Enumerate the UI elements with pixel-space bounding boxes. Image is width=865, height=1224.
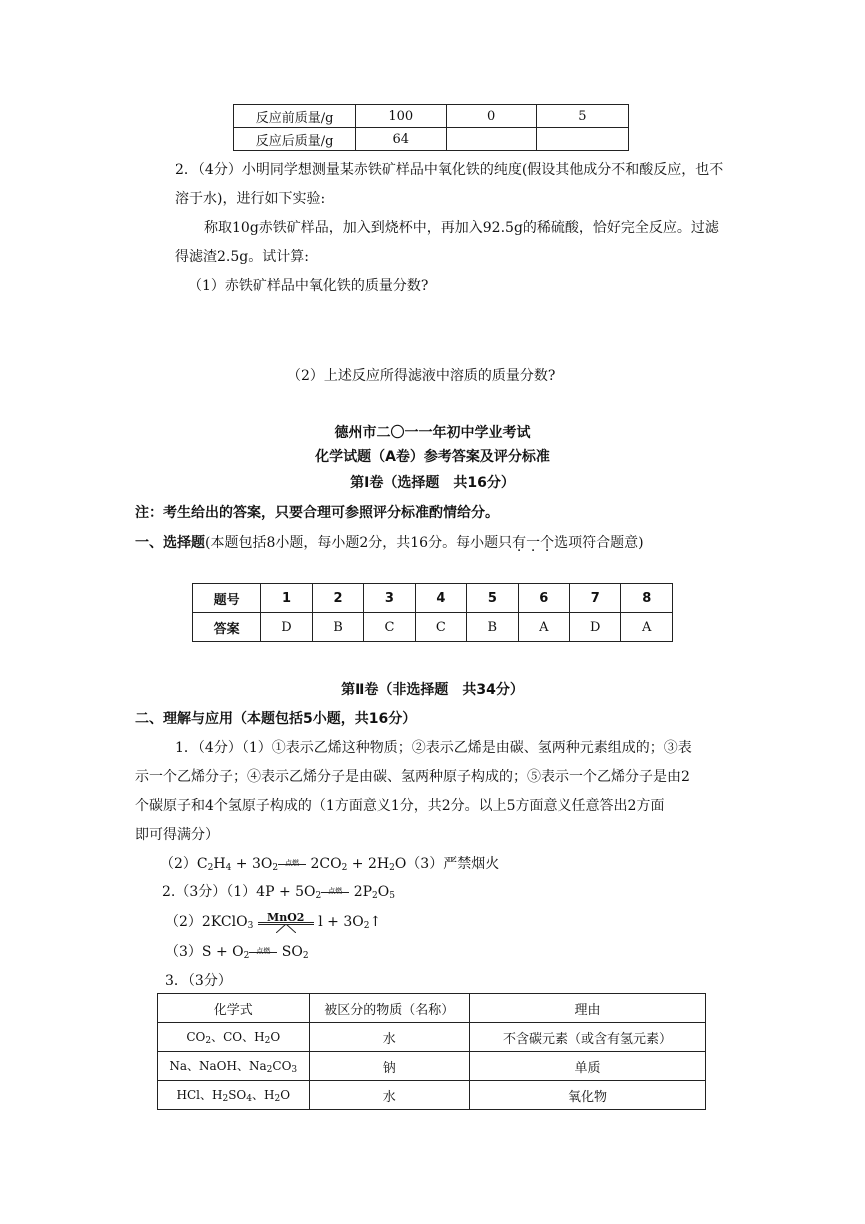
answer-title-2: 化学试题（A卷）参考答案及评分标准 <box>315 449 550 465</box>
cell: 5 <box>536 105 628 128</box>
number-cell: 1 <box>261 584 312 613</box>
cell: 64 <box>356 128 446 151</box>
table-row <box>234 128 629 151</box>
header-cell: 答案 <box>193 613 261 642</box>
part1-title: 第Ⅰ卷（选择题 共16分） <box>350 475 515 491</box>
section1-label: 一、选择题 <box>135 535 205 551</box>
eq-part: l + 3O <box>313 914 364 930</box>
eq-part: （2）C <box>160 856 208 872</box>
table-row <box>158 1023 706 1052</box>
name-cell: 钠 <box>309 1052 469 1081</box>
number-cell: 3 <box>364 584 415 613</box>
table-row <box>158 1081 706 1110</box>
eq-part: 2CO <box>306 856 342 872</box>
number-cell: 2 <box>312 584 363 613</box>
table-row <box>158 994 706 1023</box>
cell: 0 <box>446 105 536 128</box>
name-cell: 水 <box>309 1023 469 1052</box>
answer-cell: D <box>261 613 312 642</box>
formula-cell: HCl、$H_2SO_4$、$H_2O$ <box>158 1081 310 1110</box>
header-cell: 题号 <box>193 584 261 613</box>
eq-part: + 2H <box>347 856 390 872</box>
answer-cell: D <box>570 613 621 642</box>
section1-text: 选项符合题意) <box>554 535 644 551</box>
emphasis-char: 个 <box>540 535 555 551</box>
eq-part: 2.（3分）（1）4P + 5O <box>162 884 316 900</box>
condition-mark <box>249 945 277 959</box>
a1-line4: 即可得满分） <box>135 827 219 843</box>
heat-triangle-icon <box>276 924 296 933</box>
row-label: 反应后质量/g <box>234 128 356 151</box>
answer-cell: B <box>312 613 363 642</box>
eq-part: 2P <box>349 884 373 900</box>
eq-part: SO <box>277 944 303 960</box>
condition-mark <box>321 885 349 899</box>
q2-line2: 溶于水)，进行如下实验: <box>175 191 326 207</box>
table-row <box>158 1052 706 1081</box>
catalyst-label: MnO2 <box>267 911 305 924</box>
reason-cell: 单质 <box>469 1052 705 1081</box>
a1-equation: $(2)C_2H_4 + 3O_2$ 点燃 $2CO_2 + 2H_2O(3)$严禁烟火 <box>160 854 499 878</box>
number-cell: 6 <box>518 584 569 613</box>
emphasis-char: 一 <box>526 535 541 551</box>
cell <box>446 128 536 151</box>
a1-line2: 示一个乙烯分子；④表示乙烯分子是由碳、氢两种原子构成的；⑤表示一个乙烯分子是由2 <box>135 769 690 785</box>
table-row <box>234 105 629 128</box>
answer-cell: A <box>518 613 569 642</box>
eq-part: O <box>377 884 390 900</box>
gas-arrow-icon: ↑ <box>369 914 382 930</box>
q2-sub1: （1）赤铁矿样品中氧化铁的质量分数? <box>188 278 429 294</box>
q2-line4: 得滤渣2.5g。试计算: <box>175 249 309 265</box>
part2-title: 第Ⅱ卷（非选择题 共34分） <box>341 682 524 698</box>
eq-part: O（3）严禁烟火 <box>394 856 500 872</box>
a2-line3: $(3)S + O_2$ 点燃 $SO_2$ <box>165 942 309 966</box>
a1-line1: 1．（4分）（1）①表示乙烯这种物质；②表示乙烯是由碳、氢两种元素组成的；③表 <box>175 740 692 756</box>
emphasis-char: 有 <box>512 535 527 551</box>
eq-part: + 3O <box>231 856 273 872</box>
answer-cell: A <box>621 613 673 642</box>
answer-title-1: 德州市二〇一一年初中学业考试 <box>334 425 531 441</box>
answer-cell: C <box>415 613 466 642</box>
note: 注：考生给出的答案，只要合理可参照评分标准酌情给分。 <box>135 505 499 521</box>
section1-heading <box>135 533 644 553</box>
name-cell: 水 <box>309 1081 469 1110</box>
table-row <box>193 613 673 642</box>
mass-table <box>233 104 629 151</box>
reason-cell: 不含碳元素（或含有氢元素） <box>469 1023 705 1052</box>
condition-label: 点燃 <box>285 859 300 867</box>
row-label: 反应前质量/g <box>234 105 356 128</box>
chem-table <box>157 993 706 1110</box>
reason-cell: 氧化物 <box>469 1081 705 1110</box>
number-cell: 4 <box>415 584 466 613</box>
a3-heading: 3．（3分） <box>165 973 232 989</box>
q2-line3: 称取10g赤铁矿样品，加入到烧杯中，再加入92.5g的稀硫酸，恰好完全反应。过滤 <box>204 220 719 236</box>
number-cell: 7 <box>570 584 621 613</box>
condition-label: 点燃 <box>256 947 271 955</box>
catalyst-mark <box>258 912 314 932</box>
a2-line1: 2.（3分）$(1)4P + 5O_2$ 点燃 $2P_2O_5$ <box>162 882 395 906</box>
header-cell: 被区分的物质（名称） <box>309 994 469 1023</box>
q2-sub2: （2）上述反应所得滤液中溶质的质量分数? <box>287 368 556 384</box>
header-cell: 理由 <box>469 994 705 1023</box>
q2-line1: 2．（4分）小明同学想测量某赤铁矿样品中氧化铁的纯度(假设其他成分不和酸反应，也不 <box>175 162 724 178</box>
a1-line3: 个碳原子和4个氢原子构成的（1方面意义1分，共2分。以上5方面意义任意答出2方面 <box>135 798 665 814</box>
cell: 100 <box>356 105 446 128</box>
answer-table <box>192 583 673 642</box>
section2-heading: 二、理解与应用（本题包括5小题，共16分） <box>135 711 417 727</box>
section1-text: (本题包括8小题，每小题2分，共16分。每小题只 <box>205 535 513 551</box>
cell <box>536 128 628 151</box>
number-cell: 8 <box>621 584 673 613</box>
header-cell: 化学式 <box>158 994 310 1023</box>
answer-cell: C <box>364 613 415 642</box>
number-cell: 5 <box>467 584 518 613</box>
eq-part: H <box>213 856 226 872</box>
eq-part: （3）S + O <box>165 944 244 960</box>
formula-cell: Na、NaOH、$Na_2CO_3$ <box>158 1052 310 1081</box>
condition-mark <box>278 857 306 871</box>
a2-line2: （2）2KClO$_3$ MnO2 $l + 3O_2↑$ <box>165 912 381 936</box>
table-row <box>193 584 673 613</box>
formula-cell: $CO_2$、CO、$H_2O$ <box>158 1023 310 1052</box>
eq-part: （2）2KClO <box>165 914 248 930</box>
answer-cell: B <box>467 613 518 642</box>
condition-label: 点燃 <box>328 887 343 895</box>
